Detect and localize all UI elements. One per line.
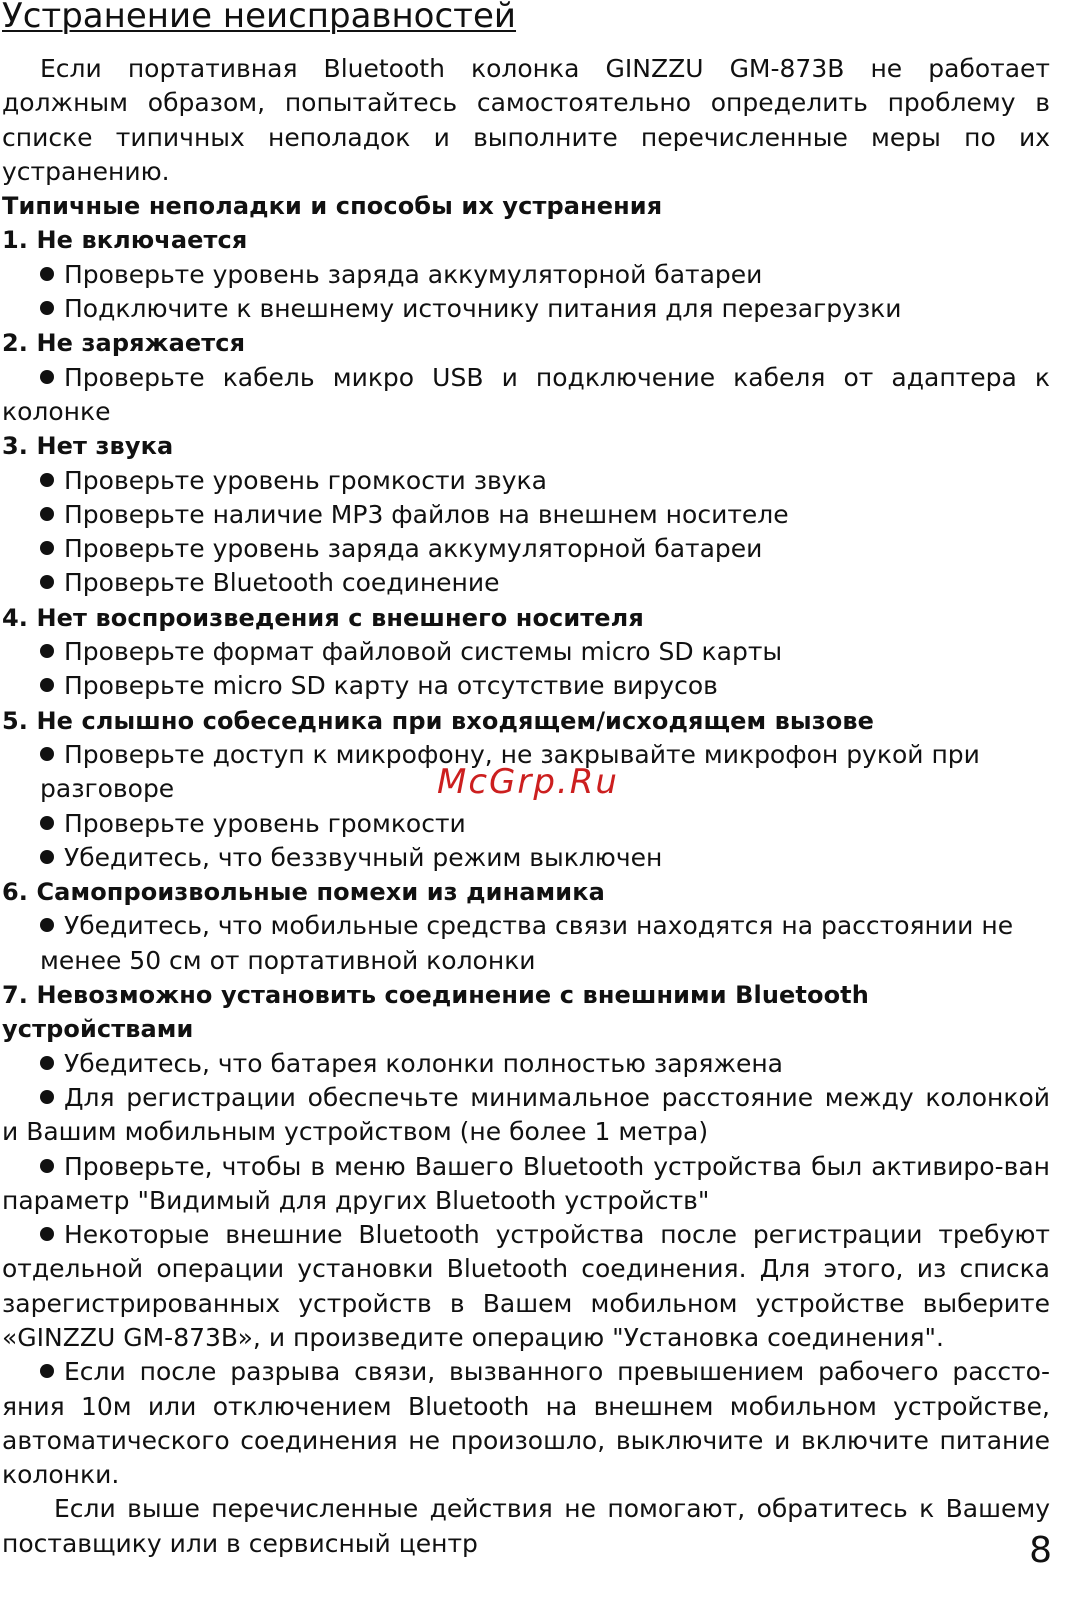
bullet-icon <box>40 301 54 315</box>
bullet-icon <box>40 678 54 692</box>
list-item <box>2 361 1050 430</box>
section-heading: 5. Не слышно собеседника при входящем/исходящем вызове <box>2 706 875 735</box>
list-item <box>2 292 1050 326</box>
list-item-text: Проверьте формат файловой системы micro SD карты <box>64 637 783 667</box>
list-item-text: Если после разрыва связи, вызванного превышением рабочего рассто-яния 10м или отключением Bluetooth на внешнем мобильном устройстве, автоматического соединения не произошло, выключите и включите питание колонки. <box>2 1357 1050 1490</box>
list-item <box>2 841 1050 875</box>
list-item <box>2 532 1050 566</box>
list-item-text: Проверьте доступ к микрофону, не закрывайте микрофон рукой при разговоре <box>40 739 980 804</box>
section-heading: 4. Нет воспроизведения с внешнего носителя <box>2 603 644 632</box>
section-heading: 2. Не заряжается <box>2 329 246 358</box>
list-item-text: Проверьте уровень заряда аккумуляторной батареи <box>64 259 763 289</box>
list-item-text: Проверьте уровень громкости звука <box>64 465 547 495</box>
list-item <box>2 1355 1050 1492</box>
list-item-text: Проверьте наличие MP3 файлов на внешнем носителе <box>64 499 789 529</box>
closing-paragraph: Если выше перечисленные действия не помогают, обратитесь к Вашему поставщику или в сервисный центр <box>2 1494 1050 1558</box>
list-item-text: Проверьте кабель микро USB и подключение кабеля от адаптера к колонке <box>2 362 1050 426</box>
page-title: Устранение неисправностей <box>2 0 517 36</box>
list-item-text: Проверьте, чтобы в меню Вашего Bluetooth устройства был активиро-ван параметр "Видимый для других Bluetooth устройств" <box>2 1151 1050 1215</box>
list-item-text: Для регистрации обеспечьте минимальное расстояние между колонкой и Вашим мобильным устройством (не более 1 метра) <box>2 1082 1050 1147</box>
list-item <box>2 566 1050 600</box>
list-item-text: Убедитесь, что мобильные средства связи находятся на расстоянии не менее 50 см от портативной колонки <box>40 911 1014 975</box>
bullet-icon <box>40 1056 54 1070</box>
bullet-icon <box>40 267 54 281</box>
list-item-text: Убедитесь, что батарея колонки полностью заряжена <box>64 1048 784 1078</box>
list-item <box>2 464 1050 498</box>
list-item <box>2 498 1050 532</box>
section-heading: 3. Нет звука <box>2 432 174 461</box>
bullet-icon <box>40 1364 54 1378</box>
intro-paragraph: Если портативная Bluetooth колонка GINZZU GM-873B не работает должным образом, попытайтесь самостоятельно определить проблему в списке типичных неполадок и выполните перечисленные меры по их устранению. <box>2 54 1050 186</box>
page-content <box>2 52 1050 1561</box>
list-item <box>2 1218 1050 1355</box>
watermark: McGrp.Ru <box>437 762 619 802</box>
bullet-icon <box>40 575 54 589</box>
list-item-text: Проверьте уровень громкости <box>64 808 466 838</box>
list-item-text: Проверьте уровень заряда аккумуляторной батареи <box>64 534 763 564</box>
subtitle: Типичные неполадки и способы их устранения <box>2 192 663 221</box>
list-item <box>2 909 1050 978</box>
bullet-icon <box>40 370 54 384</box>
page-number: 8 <box>1029 1530 1052 1571</box>
bullet-icon <box>40 1090 54 1104</box>
list-item-text: Проверьте Bluetooth соединение <box>64 568 500 598</box>
list-item <box>2 669 1050 703</box>
bullet-icon <box>40 747 54 761</box>
list-item <box>2 807 1050 841</box>
list-item <box>2 635 1050 669</box>
section-heading: 1. Не включается <box>2 226 248 255</box>
bullet-icon <box>40 644 54 658</box>
bullet-icon <box>40 850 54 864</box>
list-item <box>2 1047 1050 1081</box>
list-item <box>2 258 1050 292</box>
list-item-text: Убедитесь, что беззвучный режим выключен <box>64 842 663 872</box>
list-item <box>2 1150 1050 1219</box>
bullet-icon <box>40 816 54 830</box>
list-item-text: Проверьте micro SD карту на отсутствие вирусов <box>64 671 718 701</box>
bullet-icon <box>40 507 54 521</box>
bullet-icon <box>40 541 54 555</box>
list-item-text: Подключите к внешнему источнику питания для перезагрузки <box>64 294 902 324</box>
bullet-icon <box>40 1159 54 1173</box>
list-item-text: Некоторые внешние Bluetooth устройства после регистрации требуют отдельной операции установки Bluetooth соединения. Для этого, из списка зарегистрированных устройств в Вашем мобильном устройстве выберите «GINZZU GM-873B», и произведите операцию "Установка соединения". <box>2 1220 1050 1352</box>
list-item <box>2 1081 1050 1150</box>
bullet-icon <box>40 1227 54 1241</box>
section-heading: 6. Самопроизвольные помехи из динамика <box>2 878 605 907</box>
bullet-icon <box>40 918 54 932</box>
section-heading: 7. Невозможно установить соединение с внешними Bluetooth устройствами <box>2 981 869 1044</box>
bullet-icon <box>40 473 54 487</box>
